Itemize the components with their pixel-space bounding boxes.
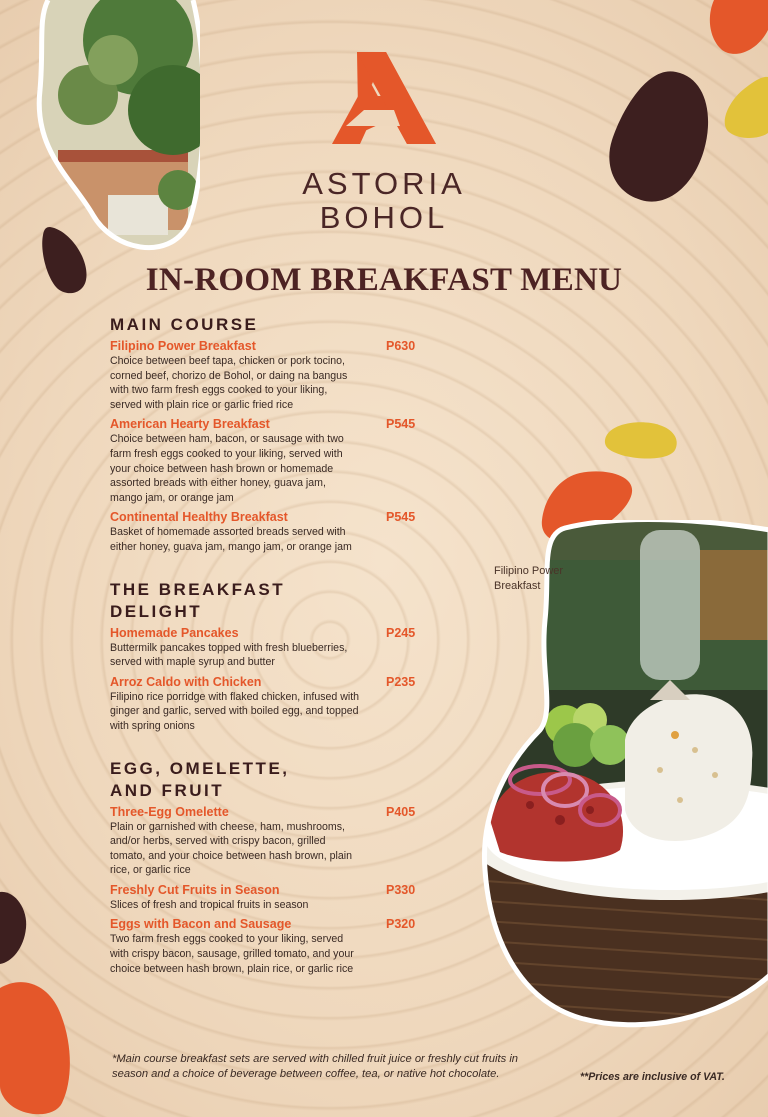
item-name: American Hearty Breakfast — [110, 417, 270, 432]
section-title: THE BREAKFAST DELIGHT — [110, 579, 286, 621]
menu-item — [110, 882, 430, 913]
section-main-course — [110, 314, 430, 555]
item-price: P330 — [386, 882, 416, 897]
item-description: Filipino rice porridge with flaked chicken, infused with ginger and garlic, served with boiled egg, and topped with spring onions — [110, 690, 360, 732]
orange-blob-bottom-left — [0, 978, 74, 1117]
item-description: Basket of homemade assorted breads served with either honey, guava jam, mango jam, or orange jam — [110, 526, 352, 553]
section-breakfast-delight — [110, 579, 430, 734]
item-price: P545 — [386, 510, 416, 525]
menu-item — [110, 416, 430, 505]
item-name: Filipino Power Breakfast — [110, 339, 256, 353]
item-description: Buttermilk pancakes topped with fresh blueberries, served with maple syrup and butter — [110, 641, 348, 669]
brand-line-1: ASTORIA — [302, 166, 466, 201]
astoria-logo-mark — [324, 50, 444, 145]
item-price: P405 — [386, 804, 416, 819]
menu-item — [110, 916, 430, 976]
item-price: P630 — [386, 339, 416, 353]
menu-item — [110, 338, 430, 412]
page-title: IN-ROOM BREAKFAST MENU — [145, 262, 623, 298]
brand-line-2: BOHOL — [319, 200, 449, 235]
menu-item — [110, 625, 430, 670]
item-price: P545 — [386, 417, 416, 432]
section-title: MAIN COURSE — [110, 315, 259, 334]
menu-item — [110, 509, 430, 554]
dark-blob-bottom-left — [0, 890, 28, 965]
yellow-blob-right — [603, 420, 679, 460]
menu-item — [110, 674, 430, 734]
item-name: Homemade Pancakes — [110, 625, 239, 640]
section-egg-omelette-fruit — [110, 758, 430, 977]
section-title: EGG, OMELETTE, AND FRUIT — [110, 758, 290, 800]
item-name: Eggs with Bacon and Sausage — [110, 917, 292, 932]
filipino-breakfast-photo — [470, 520, 768, 1030]
item-price: P245 — [386, 625, 416, 640]
astoria-bohol-logo — [0, 50, 768, 235]
item-price: P320 — [386, 917, 416, 932]
item-description: Plain or garnished with cheese, ham, mushrooms, and/or herbs, served with crispy bacon, grilled tomato, and your choice between hash brown, plain rice, or garlic rice — [110, 820, 353, 877]
menu-item — [110, 804, 430, 878]
item-name: Freshly Cut Fruits in Season — [110, 882, 280, 897]
item-name: Continental Healthy Breakfast — [110, 510, 288, 525]
item-description: Choice between beef tapa, chicken or pork tocino, corned beef, chorizo de Bohol, or daing na bangus with two farm fresh eggs cooked to your liking, served with plain rice or garlic fried rice — [110, 355, 348, 411]
item-price: P235 — [386, 674, 416, 689]
item-name: Three-Egg Omelette — [110, 804, 229, 819]
item-description: Two farm fresh eggs cooked to your liking, served with crispy bacon, sausage, grilled tomato, and your choice between hash brown, plain rice, or garlic rice — [110, 933, 354, 975]
item-name: Arroz Caldo with Chicken — [110, 674, 262, 689]
vat-note: **Prices are inclusive of VAT. — [580, 1071, 725, 1083]
photo-caption: Filipino Power Breakfast — [494, 565, 564, 592]
item-description: Slices of fresh and tropical fruits in season — [110, 898, 309, 911]
item-description: Choice between ham, bacon, or sausage with two farm fresh eggs cooked to your liking, served with your choice between hash brown or homemade assorted breads with either honey, guava jam, mango jam, or orange jam — [110, 433, 344, 504]
menu-list — [110, 314, 430, 980]
footnote: *Main course breakfast sets are served with chilled fruit juice or freshly cut fruits in season and a choice of beverage between coffee, tea, or native hot chocolate. — [112, 1053, 519, 1080]
